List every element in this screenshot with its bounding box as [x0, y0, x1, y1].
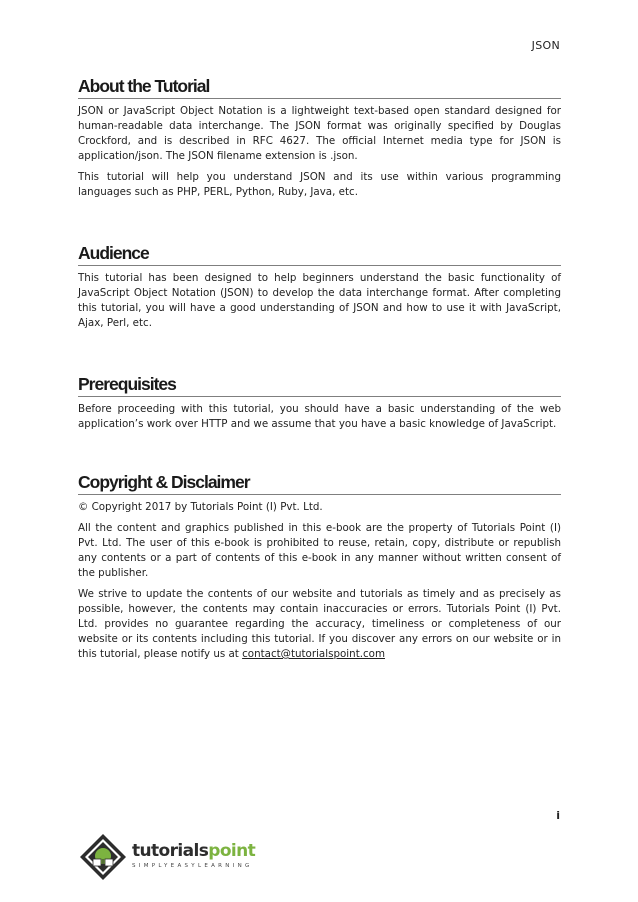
paragraph-text: We strive to update the contents of our website and tutorials as timely and as precisely as possible, however, the contents may contain inaccuracies or errors. Tutorials Point (I) Pvt. Ltd. provides no guarantee regarding the accuracy, timeliness or completeness of our website or its contents including this tutorial. If you discover any errors on our website or in this tutorial, please notify us at — [78, 588, 561, 660]
section-heading: Prerequisites — [78, 374, 561, 397]
paragraph: All the content and graphics published in this e-book are the property of Tutorials Point (I) Pvt. Ltd. The user of this e-book is prohibited to reuse, retain, copy, distribute or republish any contents or a part of contents of this e-book in any manner without written consent of the publisher. — [78, 522, 561, 579]
tutorialspoint-logo — [78, 832, 255, 882]
paragraph — [78, 587, 561, 662]
section-heading: Audience — [78, 243, 561, 266]
paragraph: This tutorial will help you understand JSON and its use within various programming languages such as PHP, PERL, Python, Ruby, Java, etc. — [78, 171, 561, 198]
paragraph: JSON or JavaScript Object Notation is a lightweight text-based open standard designed for human-readable data interchange. The JSON format was originally specified by Douglas Crockford, and is described in RFC 4627. The official Internet media type for JSON is application/json. The JSON filename extension is .json. — [78, 105, 561, 162]
logo-emblem-icon — [78, 832, 128, 882]
section-copyright-disclaimer — [78, 472, 561, 662]
section-about-tutorial — [78, 76, 561, 200]
section-heading: About the Tutorial — [78, 76, 561, 99]
paragraph: Before proceeding with this tutorial, you should have a basic understanding of the web application’s work over HTTP and we assume that you have a basic knowledge of JavaScript. — [78, 403, 561, 430]
document-content — [78, 76, 561, 662]
page-number: i — [556, 809, 560, 822]
contact-email-link[interactable]: contact@tutorialspoint.com — [242, 648, 385, 660]
section-prerequisites — [78, 374, 561, 432]
copyright-line: © Copyright 2017 by Tutorials Point (I) Pvt. Ltd. — [78, 501, 323, 513]
logo-tagline: SIMPLYEASYLEARNING — [132, 862, 253, 869]
logo-wordmark: tutorialspoint — [132, 840, 256, 861]
header-label: JSON — [531, 39, 560, 52]
section-heading: Copyright & Disclaimer — [78, 472, 561, 495]
paragraph: This tutorial has been designed to help beginners understand the basic functionality of JavaScript Object Notation (JSON) to develop the data interchange format. After completing this tutorial, you will have a good understanding of JSON and how to use it with JavaScript, Ajax, Perl, etc. — [78, 272, 561, 329]
section-audience — [78, 243, 561, 331]
